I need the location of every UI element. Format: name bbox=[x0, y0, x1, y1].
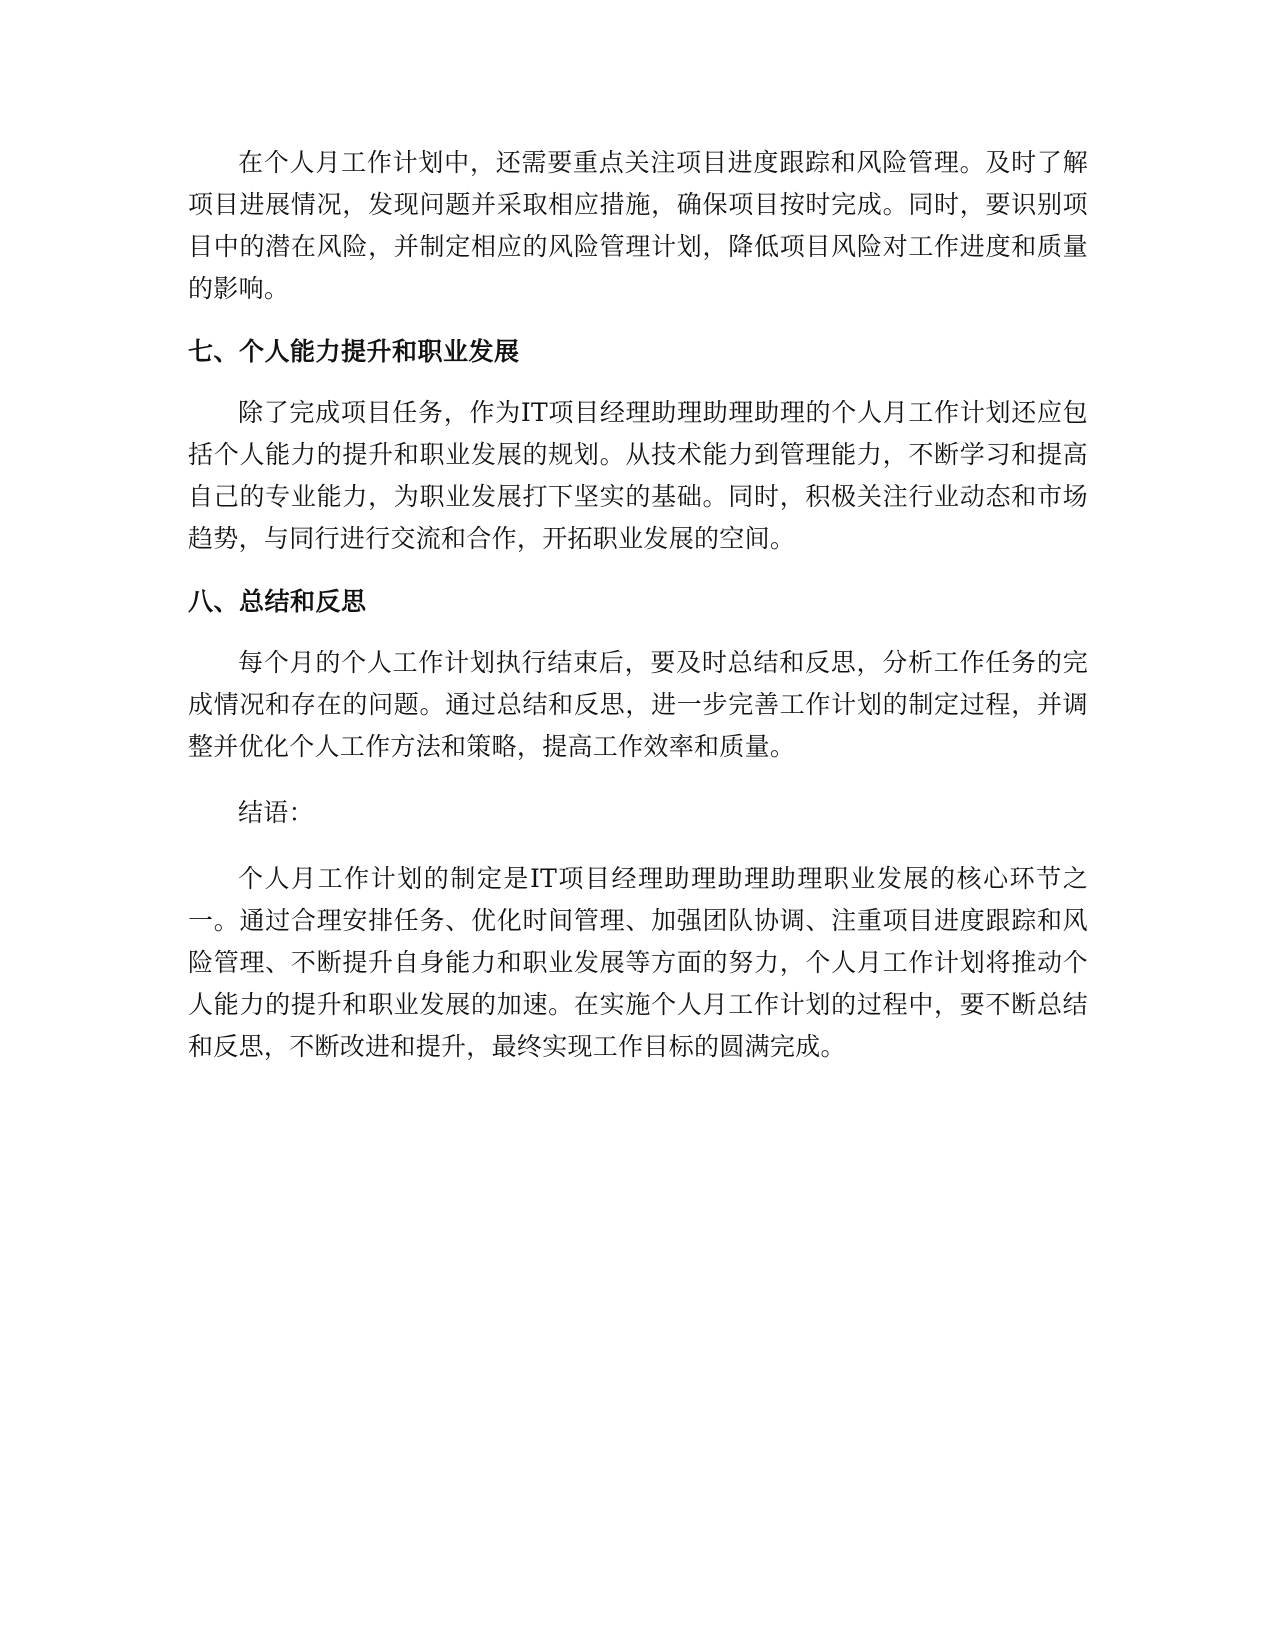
paragraph-conclusion: 个人月工作计划的制定是IT项目经理助理助理助理职业发展的核心环节之一。通过合理安排任务、优化时间管理、加强团队协调、注重项目进度跟踪和风险管理、不断提升自身能力和职业发展等方面的努力，个人月工作计划将推动个人能力的提升和职业发展的加速。在实施个人月工作计划的过程中，要不断总结和反思，不断改进和提升，最终实现工作目标的圆满完成。 bbox=[188, 864, 1088, 1061]
paragraph-project-tracking: 在个人月工作计划中，还需要重点关注项目进度跟踪和风险管理。及时了解项目进展情况，发现问题并采取相应措施，确保项目按时完成。同时，要识别项目中的潜在风险，并制定相应的风险管理计划，降低项目风险对工作进度和质量的影响。 bbox=[188, 148, 1088, 303]
section-heading-seven: 七、个人能力提升和职业发展 bbox=[188, 337, 520, 366]
paragraph-career-development: 除了完成项目任务，作为IT项目经理助理助理助理的个人月工作计划还应包括个人能力的提升和职业发展的规划。从技术能力到管理能力，不断学习和提高自己的专业能力，为职业发展打下坚实的基础。同时，积极关注行业动态和市场趋势，与同行进行交流和合作，开拓职业发展的空间。 bbox=[188, 398, 1088, 553]
document-body bbox=[188, 142, 1088, 1092]
section-heading-eight: 八、总结和反思 bbox=[188, 587, 367, 616]
paragraph-summary-reflection: 每个月的个人工作计划执行结束后，要及时总结和反思，分析工作任务的完成情况和存在的问题。通过总结和反思，进一步完善工作计划的制定过程，并调整并优化个人工作方法和策略，提高工作效率和质量。 bbox=[188, 648, 1088, 761]
conclusion-label: 结语： bbox=[238, 798, 314, 827]
